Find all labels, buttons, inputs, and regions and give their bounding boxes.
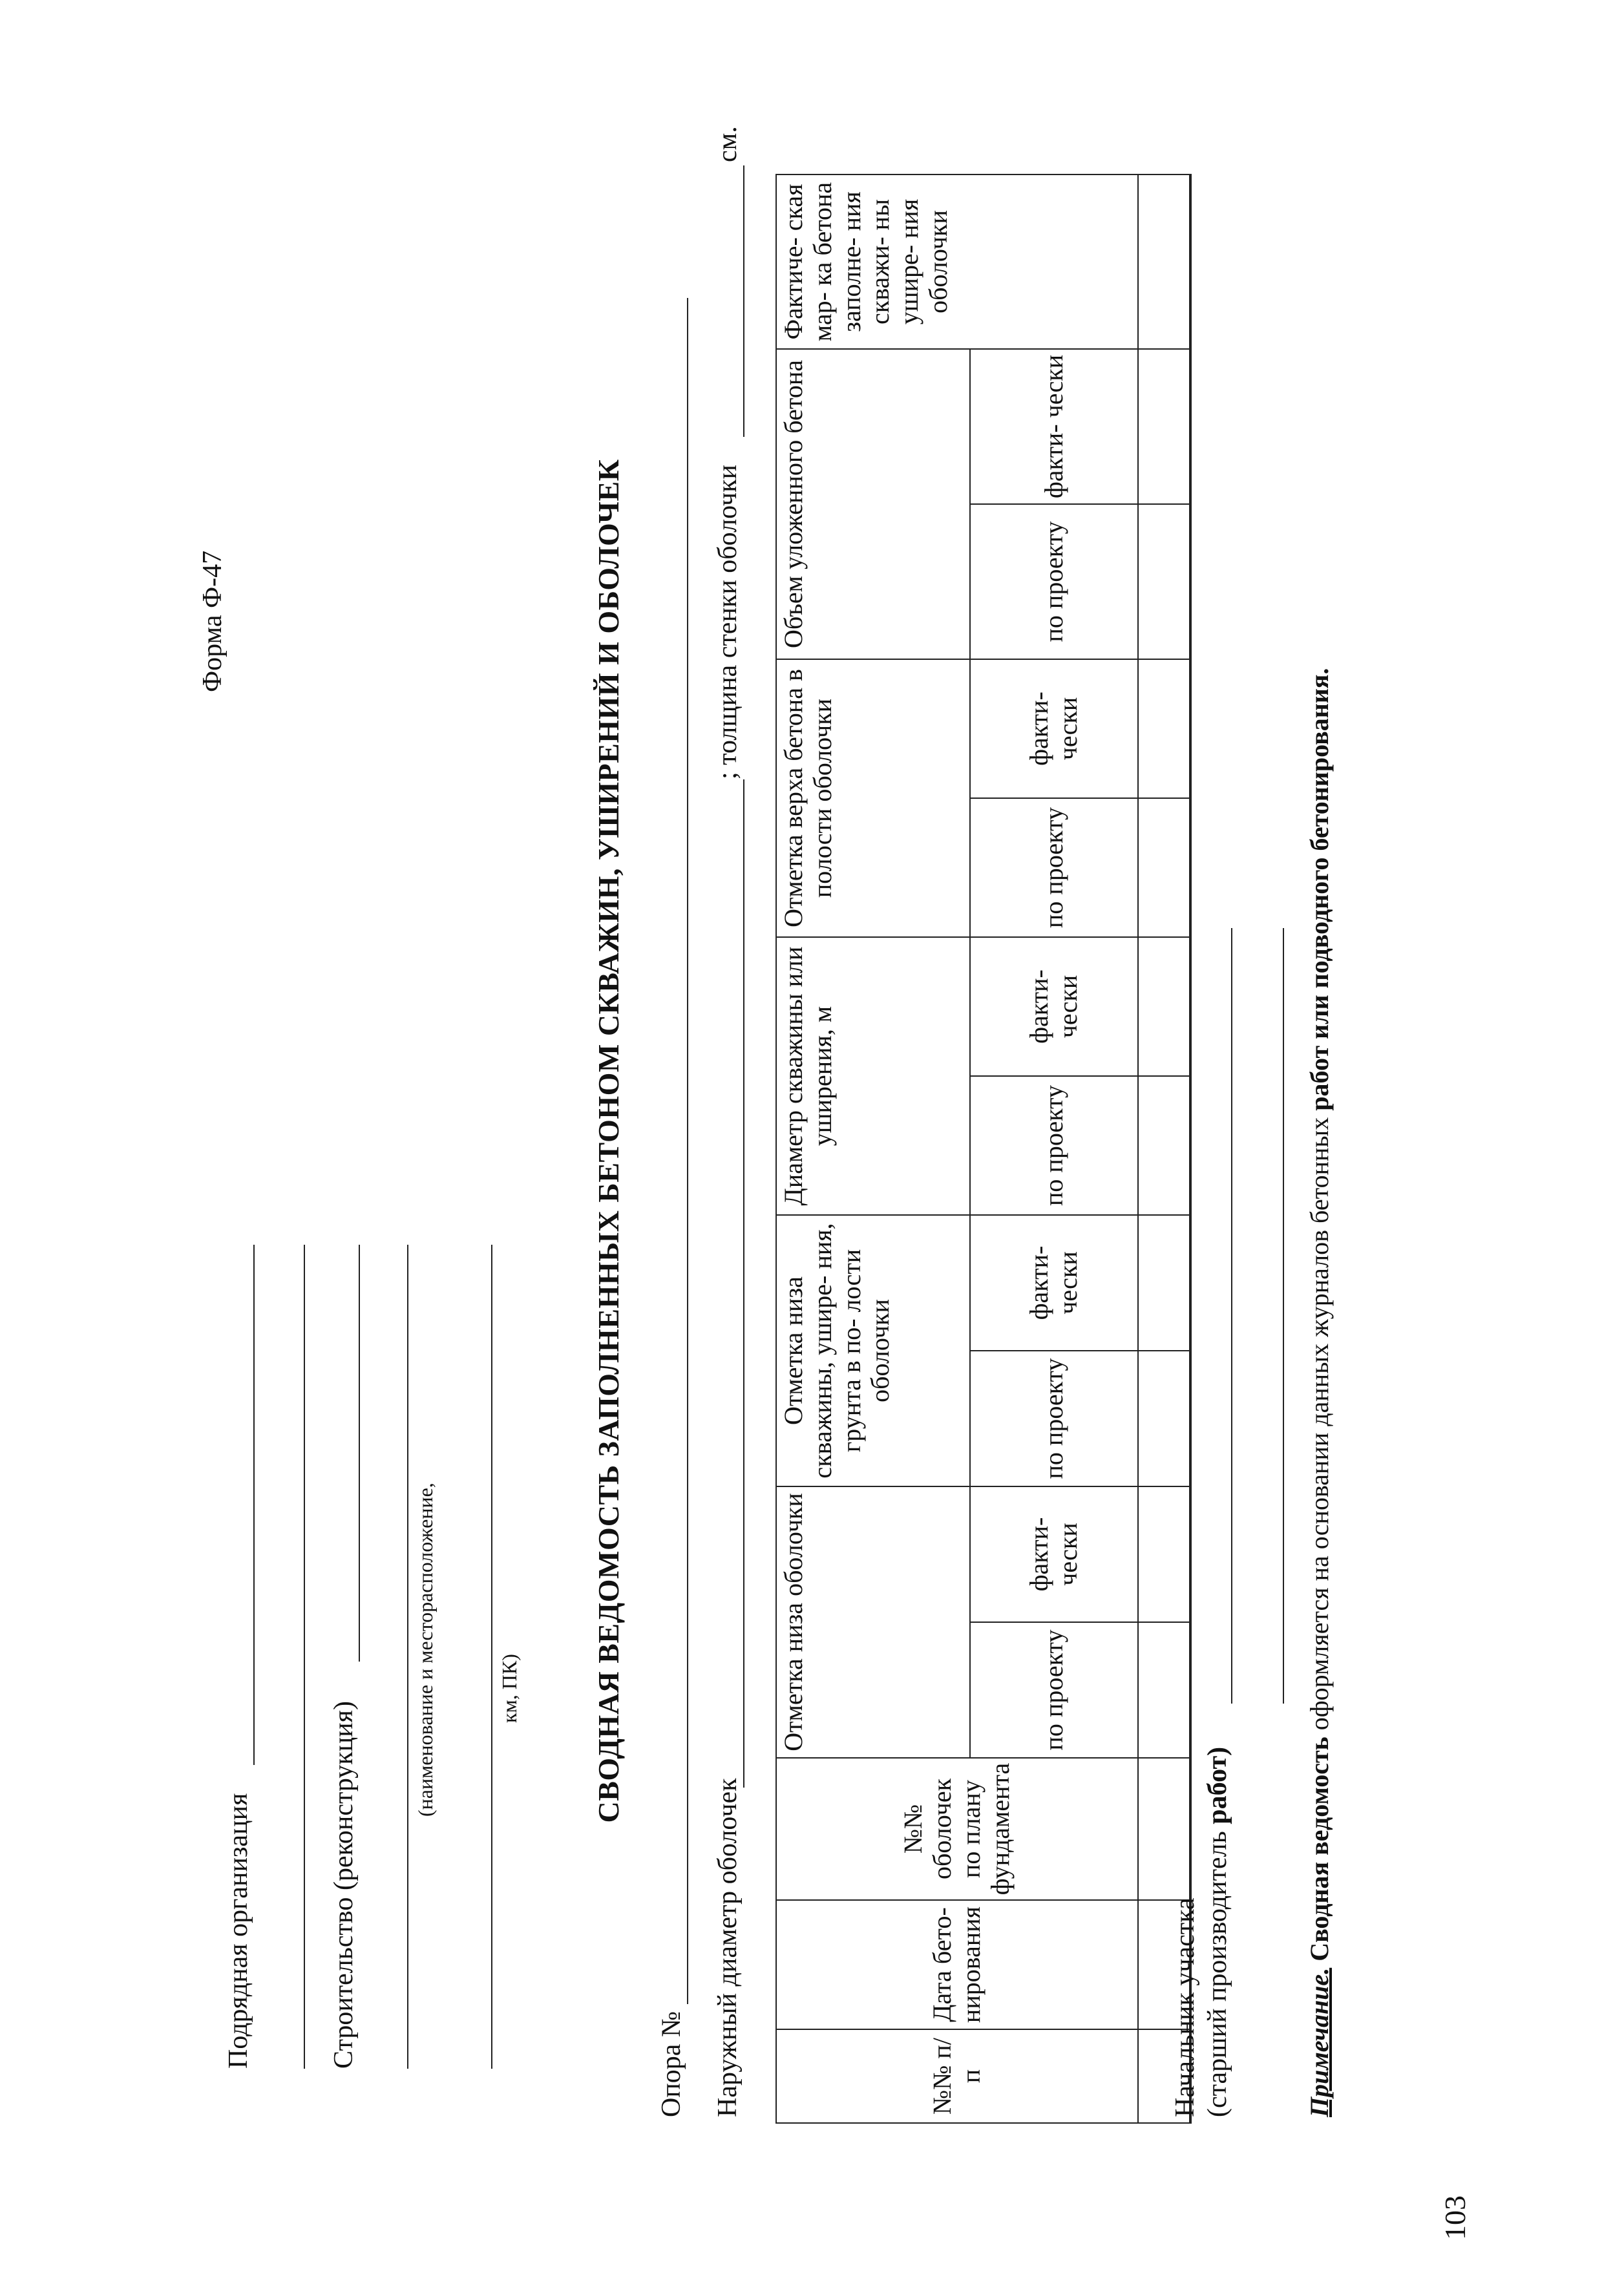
table-cell[interactable] bbox=[1138, 798, 1190, 937]
table-cell[interactable] bbox=[1138, 659, 1190, 798]
table-cell[interactable] bbox=[1138, 349, 1190, 504]
unit-cm: см. bbox=[713, 126, 743, 162]
table-cell[interactable] bbox=[1138, 504, 1190, 659]
note-label: Примечание. bbox=[1305, 1967, 1334, 2117]
sub-actual: факти- чески bbox=[970, 659, 1138, 798]
sub-design: по проекту bbox=[970, 798, 1138, 937]
note-bold-1: Сводная ведомость bbox=[1305, 1737, 1334, 1961]
page-number: 103 bbox=[1439, 2195, 1471, 2240]
foreman-prefix: (старший производитель bbox=[1203, 1831, 1232, 2117]
signature-field-line-2[interactable] bbox=[1283, 928, 1284, 1704]
support-field-line[interactable] bbox=[687, 298, 688, 2004]
support-label: Опора № bbox=[657, 2011, 686, 2117]
header-date: Дата бето- нирования bbox=[776, 1900, 1138, 2029]
contractor-label: Подрядная организация bbox=[224, 1793, 253, 2069]
sub-actual: факти- чески bbox=[970, 937, 1138, 1076]
summary-table bbox=[775, 174, 1192, 2124]
table-cell[interactable] bbox=[1138, 174, 1190, 349]
km-pk-hint: км, ПК) bbox=[498, 1654, 521, 1723]
sub-design: по проекту bbox=[970, 504, 1138, 659]
wall-thickness-field-line[interactable] bbox=[743, 165, 744, 437]
table-row bbox=[1138, 174, 1190, 2123]
table-cell[interactable] bbox=[1138, 1622, 1190, 1758]
sub-design: по проекту bbox=[970, 1351, 1138, 1486]
outer-diameter-label: Наружный диаметр оболочек bbox=[713, 1778, 743, 2117]
contractor-field-line[interactable] bbox=[253, 1245, 255, 1765]
sub-actual: факти- чески bbox=[970, 349, 1138, 504]
outer-diameter-field-line[interactable] bbox=[743, 779, 744, 1788]
table-cell[interactable] bbox=[1138, 1351, 1190, 1486]
sub-design: по проекту bbox=[970, 1622, 1138, 1758]
header-concrete-top: Отметка верха бетона в полости оболочки bbox=[776, 659, 970, 937]
table-cell[interactable] bbox=[1138, 1486, 1190, 1622]
table-cell[interactable] bbox=[1138, 1758, 1190, 1900]
contractor-field-line-2[interactable] bbox=[304, 1245, 305, 2069]
note bbox=[1304, 668, 1334, 2117]
header-volume: Объем уложенного бетона bbox=[776, 349, 970, 659]
table-cell[interactable] bbox=[1138, 937, 1190, 1076]
header-shell-numbers: №№ оболочек по плану фундамента bbox=[776, 1758, 1138, 1900]
table-cell[interactable] bbox=[1138, 1215, 1190, 1351]
header-num: №№ п/п bbox=[776, 2029, 1138, 2123]
name-location-hint: (наименование и месторасположение, bbox=[414, 1483, 437, 1817]
sub-actual: факти- чески bbox=[970, 1215, 1138, 1351]
foreman-bold: работ) bbox=[1203, 1746, 1232, 1824]
sub-design: по проекту bbox=[970, 1076, 1138, 1215]
signature-field-line[interactable] bbox=[1231, 928, 1232, 1704]
sub-actual: факти- чески bbox=[970, 1486, 1138, 1622]
note-normal: оформляется на основании данных журналов бетонных bbox=[1305, 1117, 1334, 1731]
header-shell-bottom: Отметка низа оболочки bbox=[776, 1486, 970, 1758]
construction-label: Строительство (реконструкция) bbox=[329, 1701, 359, 2069]
form-code: Форма Ф-47 bbox=[198, 550, 227, 692]
note-bold-2: работ или подводного бетонирования. bbox=[1305, 668, 1334, 1111]
document-title: СВОДНАЯ ВЕДОМОСТЬ ЗАПОЛНЕННЫХ БЕТОНОМ СКВАЖИН, УШИРЕНИЙ И ОБОЛОЧЕК bbox=[592, 459, 625, 1823]
construction-field-line[interactable] bbox=[359, 1245, 360, 1662]
header-diameter: Диаметр скважины или уширения, м bbox=[776, 937, 970, 1215]
header-well-bottom: Отметка низа скважины, ушире- ния, грунта в по- лости оболочки bbox=[776, 1215, 970, 1486]
construction-field-line-2[interactable] bbox=[407, 1245, 408, 2069]
table-cell[interactable] bbox=[1138, 1076, 1190, 1215]
foreman-label bbox=[1202, 1747, 1233, 2117]
wall-thickness-label: ; толщина стенки оболочки bbox=[713, 465, 743, 779]
chief-label: Начальник участка bbox=[1170, 1897, 1200, 2117]
construction-field-line-3[interactable] bbox=[491, 1245, 492, 2069]
header-actual-grade: Фактиче- ская мар- ка бетона заполне- ния скважи- ны ушире- ния оболочки bbox=[776, 174, 1138, 349]
